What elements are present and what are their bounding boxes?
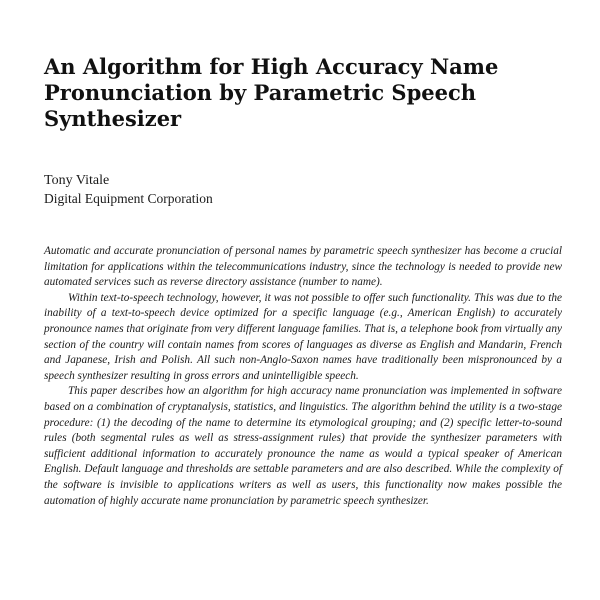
abstract-paragraph-2: Within text-to-speech technology, however, it was not possible to offer such functionality. This was due to the inability of a text-to-speech device optimized for a specific language (e.g., American English) to accurately pronounce names that originate from very different language families. That is, a telephone book from virtually any section of the country will contain names from scores of languages as diverse as English and Mandarin, French and Japanese, Irish and Polish. All such non-Anglo-Saxon names have traditionally been mispronounced by a speech synthesizer resulting in gross errors and unintelligible speech. bbox=[44, 291, 562, 382]
author-name: Tony Vitale bbox=[44, 173, 110, 188]
abstract-paragraph-3: This paper describes how an algorithm for high accuracy name pronunciation was implemented in software based on a combination of cryptanalysis, statistics, and linguistics. The algorithm behind the utility is a two-stage procedure: (1) the decoding of the name to determine its etymological grouping; and (2) specific letter-to-sound rules (both segmental rules as well as stress-assignment rules) that provide the synthesizer parameters with sufficient additional information to accurately pronounce the name as would a typical speaker of American English. Default language and thresholds are settable parameters and are also described. While the complexity of the software is invisible to applications writers as well as users, this functionality now makes possible the automation of highly accurate name pronunciation by parametric speech synthesizer. bbox=[44, 385, 562, 507]
title-line-2: Pronunciation by Parametric Speech bbox=[44, 80, 477, 105]
title-line-3: Synthesizer bbox=[44, 106, 182, 131]
author-affiliation: Digital Equipment Corporation bbox=[44, 191, 213, 206]
abstract-paragraph-1: Automatic and accurate pronunciation of personal names by parametric speech synthesizer has become a crucial limitation for applications within the telecommunications industry, since the technology is needed to provide new automated services such as reverse directory assistance (number to name). bbox=[44, 245, 562, 289]
paper-title bbox=[44, 54, 564, 132]
abstract bbox=[44, 244, 562, 509]
title-line-1: An Algorithm for High Accuracy Name bbox=[44, 54, 499, 79]
